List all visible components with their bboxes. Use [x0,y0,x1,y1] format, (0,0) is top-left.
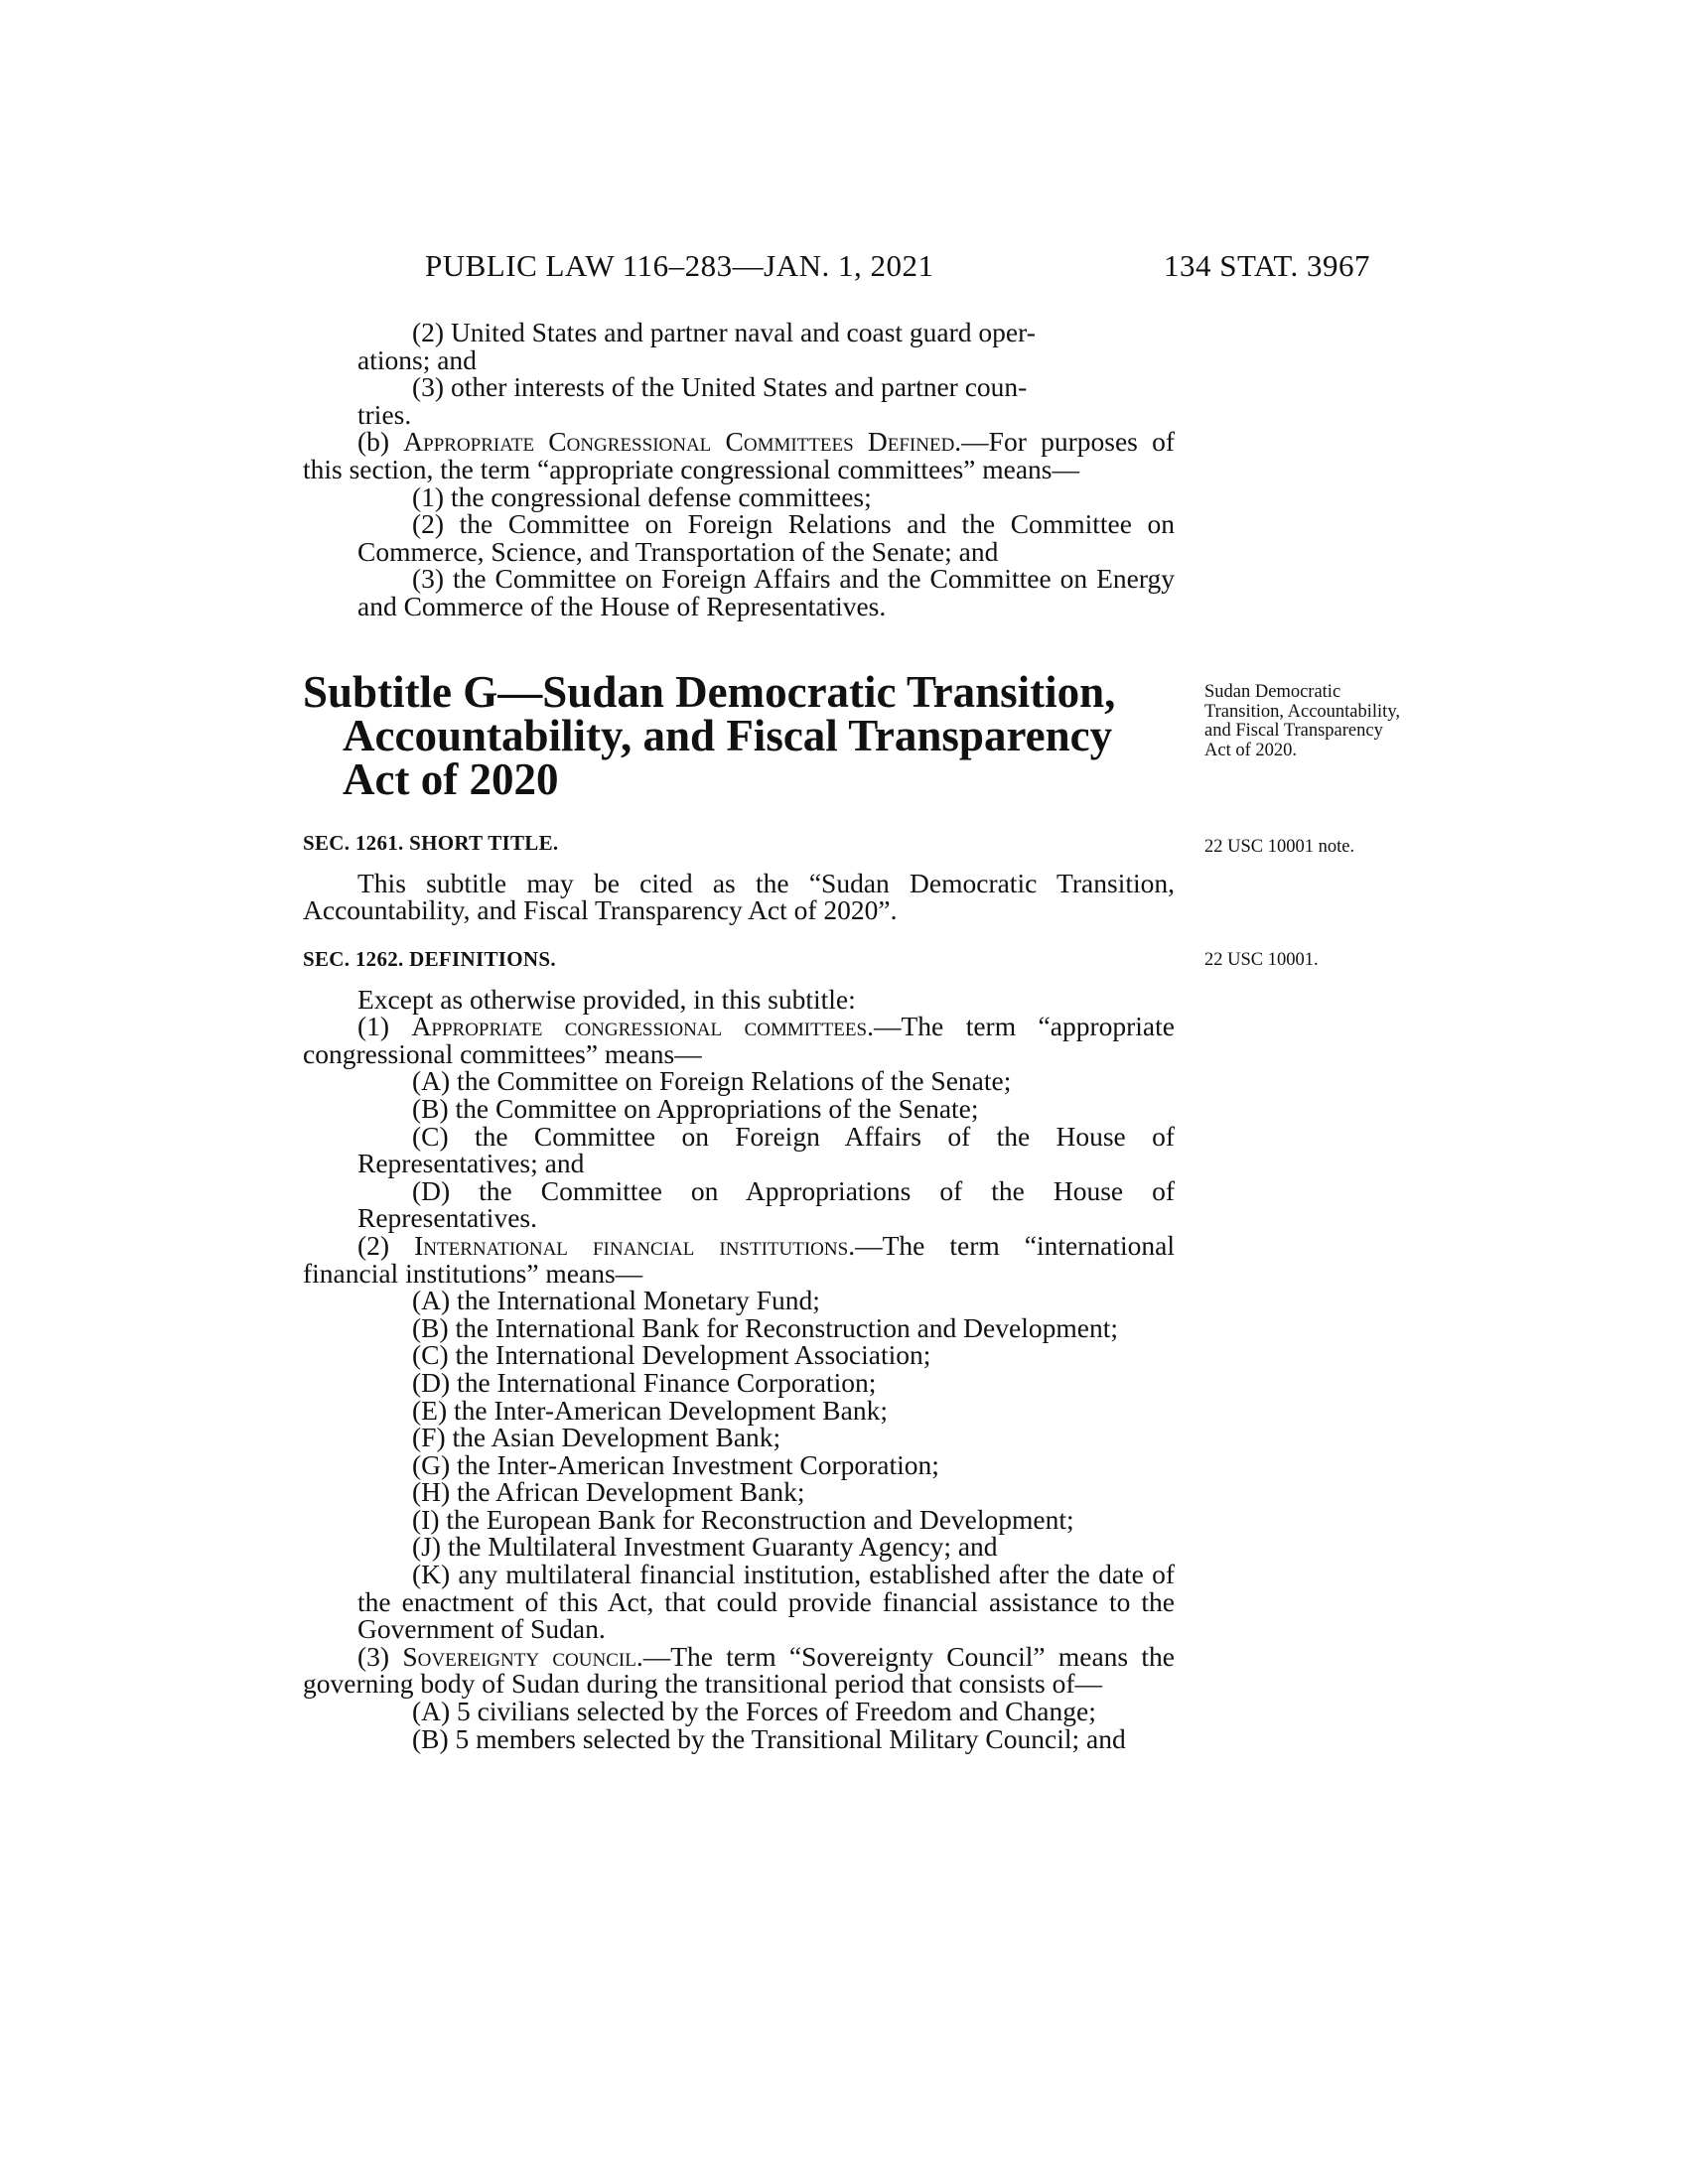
definition-2: (2) International financial institutions.—The term “international financial institutions” means— [303,1229,1175,1289]
paragraph: This subtitle may be cited as the “Sudan Democratic Transition, Accountability, and Fiscal Transparency Act of 2020”. [303,867,1175,926]
paragraph: Except as otherwise provided, in this subtitle: [357,983,856,1015]
page-stat-number: 134 STAT. 3967 [1163,248,1370,283]
page-header [298,248,1370,288]
list-item: (F) the Asian Development Bank; [412,1422,781,1453]
list-item: (K) any multilateral financial institution, established after the date of the enactment of this Act, that could provide financial assistance to the Government of Sudan. [357,1559,1175,1645]
list-item: (B) the International Bank for Reconstruction and Development; [412,1311,1118,1343]
paragraph: tries. [357,398,412,430]
subtitle-line: Subtitle G—Sudan Democratic Transition, [303,667,1116,717]
section-heading: SEC. 1261. SHORT TITLE. [303,831,559,855]
subtitle-line: Act of 2020 [343,754,559,804]
list-item: (J) the Multilateral Investment Guaranty Agency; and [412,1531,998,1563]
section-1261 [303,830,1175,924]
margin-note-usc-note: 22 USC 10001 note. [1204,837,1355,857]
list-item: (3) the Committee on Foreign Affairs and the Committee on Energy and Commerce of the House of Representatives. [357,563,1175,621]
list-item: (E) the Inter-American Development Bank; [412,1394,888,1426]
definition-1: (1) Appropriate congressional committees.—The term “appropriate congressional committees” means— [303,1011,1175,1069]
list-item: (2) the Committee on Foreign Relations and the Committee on Commerce, Science, and Transportation of the Senate; and [357,508,1175,567]
subtitle-line: Accountability, and Fiscal Transparency [343,711,1113,760]
paragraph-b: (b) Appropriate Congressional Committees Defined.—For purposes of this section, the term “appropriate congressional committees” means— [303,426,1175,484]
list-item: (I) the European Bank for Reconstruction and Development; [412,1503,1074,1535]
list-item: (B) the Committee on Appropriations of the Senate; [412,1092,979,1124]
list-item: (H) the African Development Bank; [412,1476,805,1508]
paragraph: ations; and [357,343,477,375]
list-item: (A) the Committee on Foreign Relations of the Senate; [412,1065,1012,1097]
list-item: (A) the International Monetary Fund; [412,1285,820,1316]
running-head: PUBLIC LAW 116–283—JAN. 1, 2021 [425,248,934,283]
section-1262 [303,946,1175,1752]
margin-note-act-title: Sudan Democratic Transition, Accountability, and Fiscal Transparency Act of 2020. [1204,682,1400,760]
continued-section-text [303,319,1175,620]
list-item: (C) the International Development Association; [412,1339,931,1371]
list-item: (1) the congressional defense committees; [412,480,872,512]
paragraph: (3) other interests of the United States and partner coun- [412,371,1028,403]
list-item: (C) the Committee on Foreign Affairs of the House of Representatives; and [357,1120,1175,1179]
list-item: (B) 5 members selected by the Transitional Military Council; and [412,1722,1126,1754]
margin-note-usc: 22 USC 10001. [1204,950,1319,970]
definition-3: (3) Sovereignty council.—The term “Sovereignty Council” means the governing body of Sudan during the transitional period that consists of— [303,1640,1175,1700]
section-heading: SEC. 1262. DEFINITIONS. [303,947,556,971]
list-item: (G) the Inter-American Investment Corporation; [412,1448,939,1480]
subtitle-heading [303,667,1177,804]
list-item: (A) 5 civilians selected by the Forces of Freedom and Change; [412,1696,1096,1727]
paragraph: (2) United States and partner naval and coast guard oper- [412,317,1036,347]
list-item: (D) the International Finance Corporation; [412,1366,877,1398]
list-item: (D) the Committee on Appropriations of the House of Representatives. [357,1174,1175,1234]
